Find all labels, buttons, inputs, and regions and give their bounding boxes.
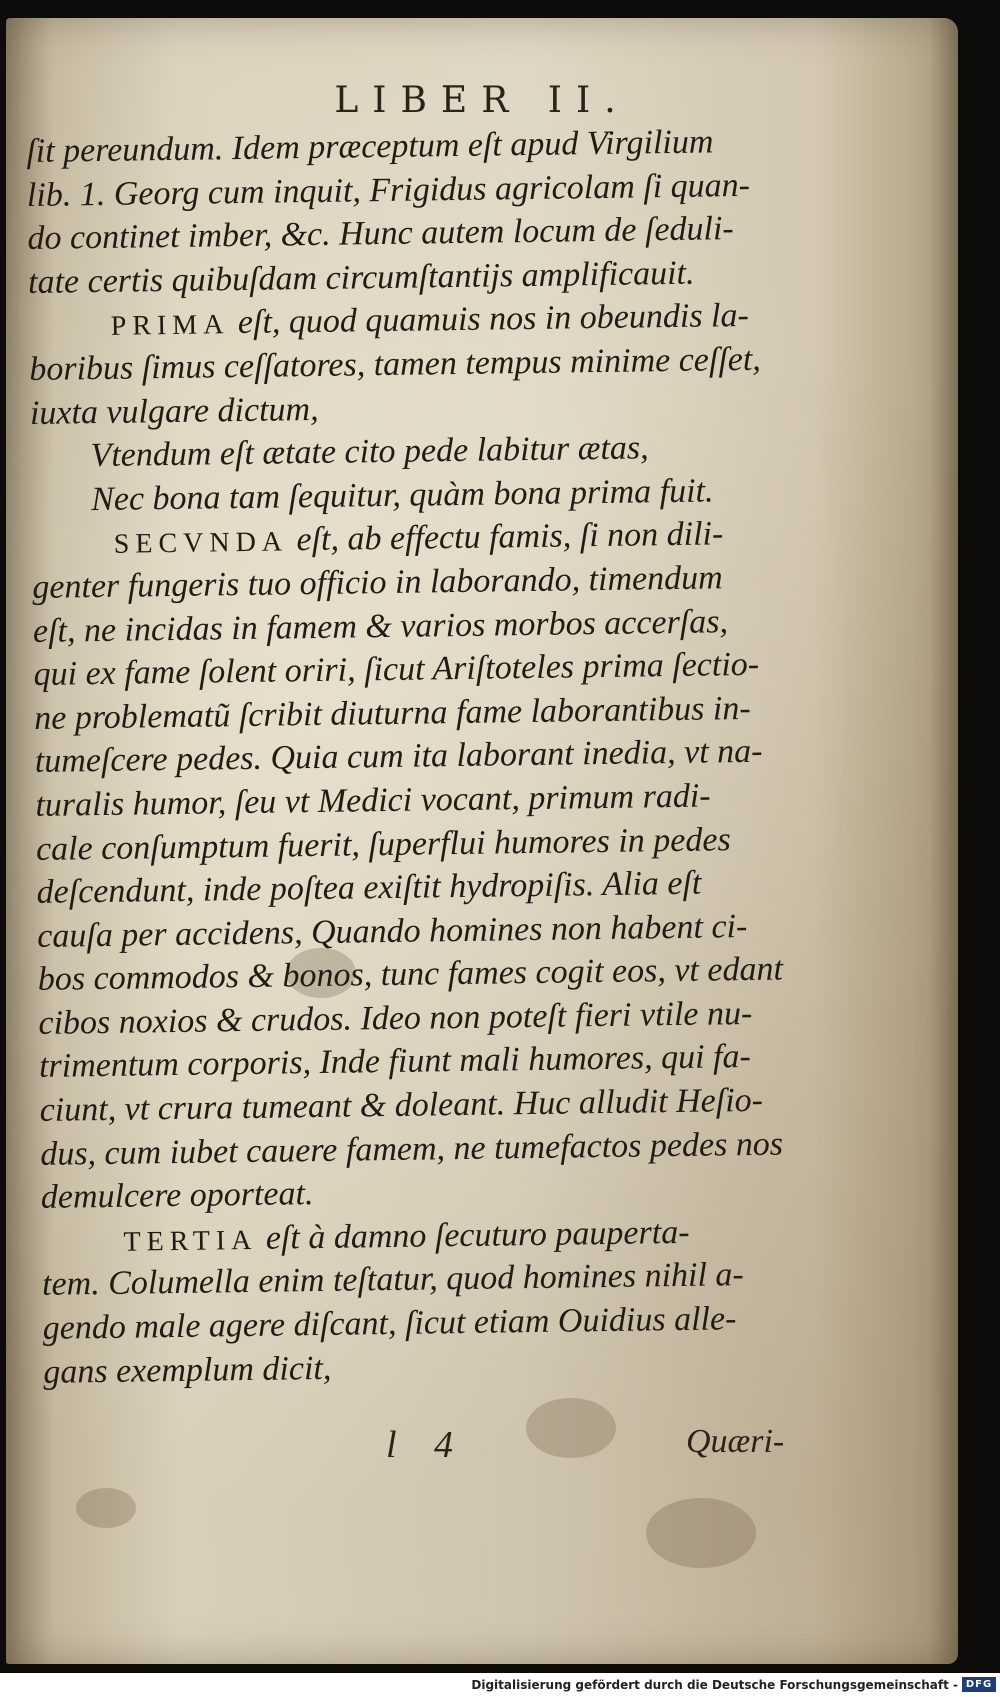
text-line-content: ciunt, vt crura tumeant & doleant. Huc alludit Heſio- <box>39 1081 764 1129</box>
credit-text: Digitalisierung gefördert durch die Deutsche Forschungsgemeinschaft - <box>471 1678 958 1692</box>
paragraph-initial-caps: PRIMA <box>110 309 230 343</box>
text-line-content: dus, cum iubet cauere famem, ne tumefactos pedes nos <box>40 1125 784 1173</box>
signature-mark: l 4 <box>386 1424 468 1466</box>
text-line-content: eſt à damno ſecuturo pauperta- <box>257 1213 690 1257</box>
book-page <box>6 18 958 1664</box>
text-line-content: trimentum corporis, Inde fiunt mali humores, qui fa- <box>38 1038 752 1086</box>
text-line-content: do continet imber, &c. Hunc autem locum de ſeduli- <box>27 210 734 258</box>
text-line-content: demulcere oporteat. <box>40 1175 314 1217</box>
body-text <box>26 119 824 1394</box>
text-line-content: ne problematũ ſcribit diuturna fame laborantibus in- <box>33 689 751 737</box>
text-line-content: ſit pereundum. Idem præceptum eſt apud Virgilium <box>26 123 714 170</box>
text-line-content: genter fungeris tuo officio in laborando, timendum <box>32 559 723 606</box>
text-line-content: tem. Columella enim teſtatur, quod homines nihil a- <box>41 1256 744 1304</box>
text-line-content: cauſa per accidens, Quando homines non habent ci- <box>36 907 748 955</box>
text-line-content: cibos noxios & crudos. Ideo non poteſt fieri vtile nu- <box>38 994 753 1042</box>
paragraph-initial-caps: TERTIA <box>123 1224 258 1258</box>
text-line-content: Vtendum eſt ætate cito pede labitur ætas, <box>90 429 649 475</box>
text-line-content: boribus ſimus ceſſatores, tamen tempus minime ceſſet, <box>29 340 762 388</box>
text-line-content: bos commodos & bonos, tunc fames cogit eos, vt edant <box>37 950 784 999</box>
text-line-content: eſt, ne incidas in famem & varios morbos accerſas, <box>32 602 729 650</box>
text-line-content: eſt, quod quamuis nos in obeundis la- <box>229 297 750 342</box>
text-line-content: iuxta vulgare dictum, <box>29 390 319 432</box>
text-line-content: cale conſumptum fuerit, ſuperflui humores in pedes <box>35 820 731 868</box>
text-line-content: tate certis quibuſdam circumſtantijs amplificauit. <box>27 254 695 301</box>
catchword: Quæri- <box>686 1423 785 1460</box>
dfg-logo-icon: DFG <box>962 1677 996 1692</box>
digitization-credit <box>0 1673 1000 1697</box>
text-line-content: turalis humor, ſeu vt Medici vocant, primum radi- <box>35 777 711 824</box>
text-line-content: eſt, ab effectu famis, ſi non dili- <box>287 515 724 559</box>
text-line-content: qui ex fame ſolent oriri, ſicut Ariſtoteles prima ſectio- <box>33 645 760 694</box>
text-line-content: lib. 1. Georg cum inquit, Frigidus agricolam ſi quan- <box>26 166 751 214</box>
text-line-content: gans exemplum dicit, <box>43 1349 332 1391</box>
text-line-content: deſcendunt, inde poſtea exiſtit hydropiſis. Alia eſt <box>36 864 702 912</box>
text-line-content: tumeſcere pedes. Quia cum ita laborant inedia, vt na- <box>34 733 763 781</box>
running-head: LIBER II. <box>334 80 630 121</box>
text-line-content: Nec bona tam ſequitur, quàm bona prima fuit. <box>90 472 714 518</box>
text-line-content: gendo male agere diſcant, ſicut etiam Ouidius alle- <box>42 1300 737 1347</box>
paragraph-initial-caps: SECVNDA <box>113 526 289 561</box>
